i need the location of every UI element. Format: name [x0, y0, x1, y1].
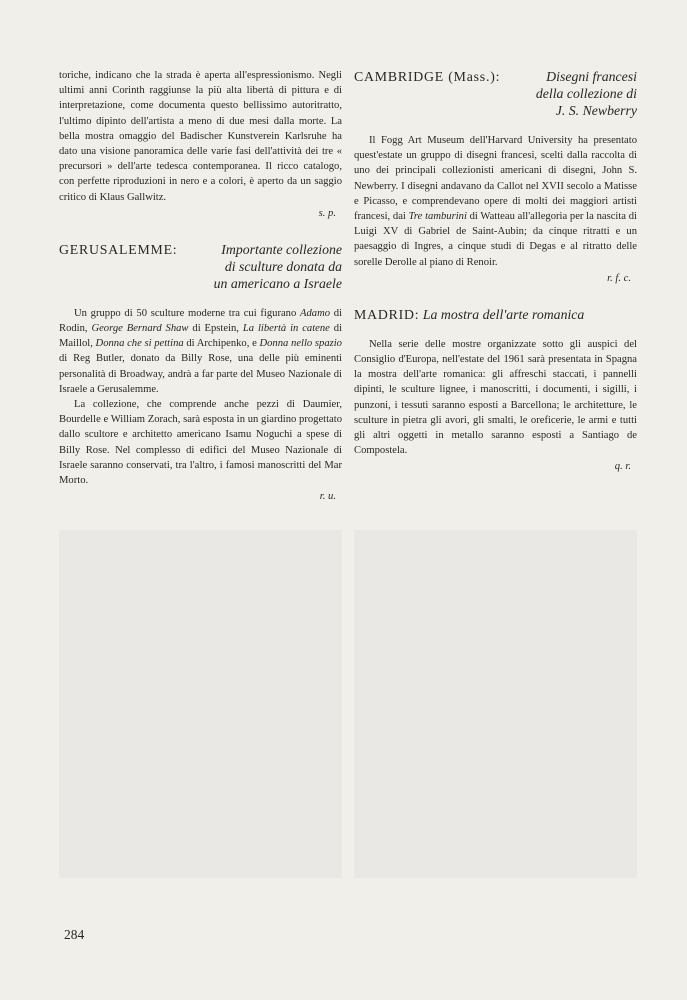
heading-place: GERUSALEMME:	[59, 241, 178, 257]
signature-qr: q. r.	[614, 461, 631, 473]
heading-place: MADRID:	[354, 306, 420, 322]
cambridge-paragraph: Il Fogg Art Museum dell'Harvard University ha presentato quest'estate un gruppo di disegni francesi, scelti dalla raccolta di uno dei principali collezionisti americani di disegni, John S. Newberry. I disegni andavano da Callot nel XVII secolo a Matisse e Picasso, e comprendevano opere di molti dei maggiori artisti francesi, dai Tre tamburini di Watteau all'allegoria per la nascita di Luigi XV di Gabriel de Saint-Aubin; da cinque ritratti e un paesaggio di Ingres, a cinque studi di Degas e al ritratto delle sorelle Derolle al piano di Renoir.	[354, 135, 637, 268]
blank-image-panel-right	[354, 530, 637, 878]
madrid-paragraph: Nella serie delle mostre organizzate sotto gli auspici del Consiglio d'Europa, nell'estate del 1961 sarà presentata in Spagna la mostra dell'arte romanica: gli affreschi staccati, i pannelli dipinti, le sculture lignee, i manoscritti, i documenti, i sigilli, i punzoni, i tessuti saranno esposti a Barcellona; le architetture, le sculture in pietra gli avori, gli smalti, le oreficerie, le armi e tutti gli altri oggetti in metallo saranno esposti a Santiago de Compostela.	[354, 338, 637, 457]
signature-sp: s. p.	[318, 207, 336, 219]
jerusalem-paragraph-1: Un gruppo di 50 sculture moderne tra cui figurano Adamo di Rodin, George Bernard Shaw di Epstein, La libertà in catene di Maillol, Donna che si pettina di Archipenko, e Donna nello spazio di Reg Butler, donato da Billy Rose, una delle più eminenti personalità di Broadway, andrà a far parte del Museo Nazionale di Israele a Gerusalemme.	[59, 307, 343, 395]
jerusalem-paragraph-2: La collezione, che comprende anche pezzi di Daumier, Bourdelle e William Zorach, sarà esposta in un giardino progettato dallo scultore e architetto americano Isamu Noguchi a spese di Billy Rose. Nel complesso di edifici del Museo Nazionale di Israele saranno conservati, tra l'altro, i famosi manoscritti del Mar Morto.	[59, 399, 342, 487]
heading-title-line: Importante collezione	[221, 241, 342, 257]
madrid-heading	[354, 306, 637, 323]
heading-place: CAMBRIDGE (Mass.):	[354, 69, 501, 84]
page-number: 284	[64, 927, 85, 942]
left-column	[59, 68, 342, 504]
cambridge-heading	[354, 68, 637, 119]
signature-ru: r. u.	[319, 491, 336, 503]
signature-rfc: r. f. c.	[607, 272, 631, 284]
heading-title-line: Disegni francesi	[546, 69, 637, 84]
heading-title-line: della collezione di	[535, 86, 637, 101]
continued-paragraph: toriche, indicano che la strada è aperta all'espressionismo. Negli ultimi anni Corinth raggiunse la più alta libertà di pittura e di interpretazione, come documenta questo bellissimo autoritratto, l'ultimo dipinto dell'artista a meno di due mesi dalla morte. La bella mostra omaggio del Badischer Kunstverein Karlsruhe ha dato una visione panoramica delle varie fasi dell'attività dei tre « precursori » dell'arte tedesca contemporanea. Il ricco catalogo, con perfette riproduzioni in nero e a colori, è aperto da un saggio critico di Klaus Gallwitz.	[59, 70, 342, 203]
heading-title-line: un americano a Israele	[213, 275, 342, 291]
jerusalem-heading	[59, 241, 342, 292]
heading-title-line: di sculture donata da	[224, 258, 342, 274]
heading-title-line: La mostra dell'arte romanica	[422, 306, 585, 322]
heading-title-line: J. S. Newberry	[555, 103, 637, 118]
blank-image-panel-left	[59, 530, 342, 878]
right-column	[354, 68, 637, 474]
